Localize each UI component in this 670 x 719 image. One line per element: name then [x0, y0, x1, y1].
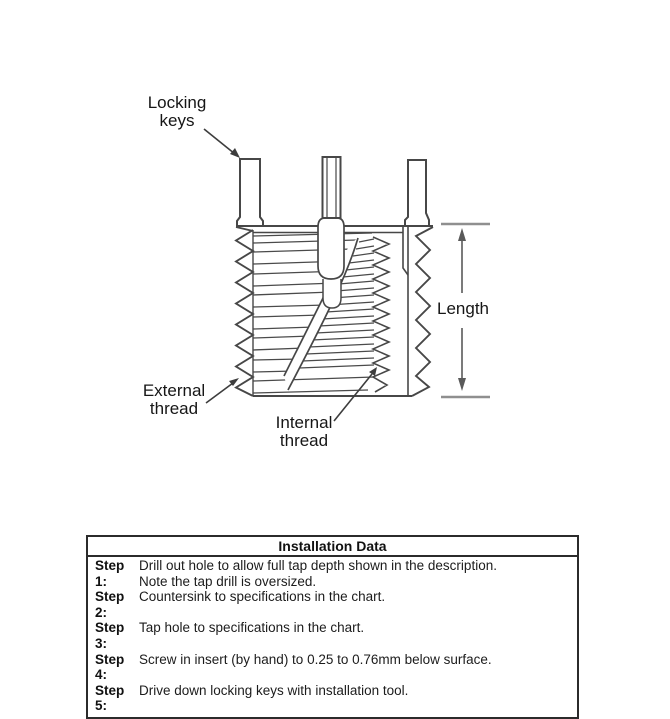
center-key — [323, 157, 341, 218]
label-locking-keys — [126, 94, 228, 130]
step-text: Tap hole to specifications in the chart. — [139, 620, 365, 636]
step-text: Countersink to specifications in the chart. — [139, 589, 386, 605]
locking-keys — [237, 157, 429, 226]
label-external-thread-line2: thread — [149, 399, 199, 418]
table-row-step-5 — [95, 683, 575, 714]
label-locking-keys-line2: keys — [159, 111, 195, 130]
label-external-thread-line1: External — [142, 381, 206, 400]
left-key — [237, 159, 263, 226]
label-length: Length — [437, 299, 489, 318]
label-internal-thread-line1: Internal — [275, 413, 333, 432]
label-internal-thread-line2: thread — [279, 431, 329, 450]
installation-data-table — [86, 535, 579, 719]
arrowhead-up — [458, 228, 466, 241]
step-text: Drive down locking keys with installation tool. — [139, 682, 409, 698]
key-slot — [323, 279, 341, 308]
step-label: Step 2: — [95, 589, 125, 620]
table-row-step-3 — [95, 620, 575, 651]
center-key-capsule — [318, 218, 344, 279]
external-thread-zigzag-left — [236, 227, 253, 396]
table-row-step-4 — [95, 652, 575, 683]
step-text: Screw in insert (by hand) to 0.25 to 0.76mm below surface. — [139, 651, 492, 667]
table-title: Installation Data — [88, 537, 577, 557]
step-label: Step 5: — [95, 682, 125, 714]
table-row-step-2 — [95, 589, 575, 620]
step-text-line: Drill out hole to allow full tap depth shown in the description. — [139, 558, 497, 573]
external-thread-flank-lines — [253, 233, 374, 393]
table-body — [88, 557, 577, 717]
right-key — [405, 160, 429, 226]
table-row-step-1 — [95, 558, 575, 589]
external-thread-zigzag-right — [412, 227, 433, 396]
step-text-line: Note the tap drill is oversized. — [139, 573, 317, 589]
label-external-thread — [123, 382, 225, 418]
label-locking-keys-line1: Locking — [147, 93, 207, 112]
step-label: Step 3: — [95, 620, 125, 651]
arrowhead-down — [458, 378, 466, 391]
step-text — [139, 558, 575, 589]
label-internal-thread — [253, 414, 355, 450]
step-label: Step 1: — [95, 558, 125, 589]
arrowhead-internal-thread — [369, 367, 377, 376]
arrowhead-locking-keys — [230, 148, 240, 158]
step-label: Step 4: — [95, 651, 125, 683]
